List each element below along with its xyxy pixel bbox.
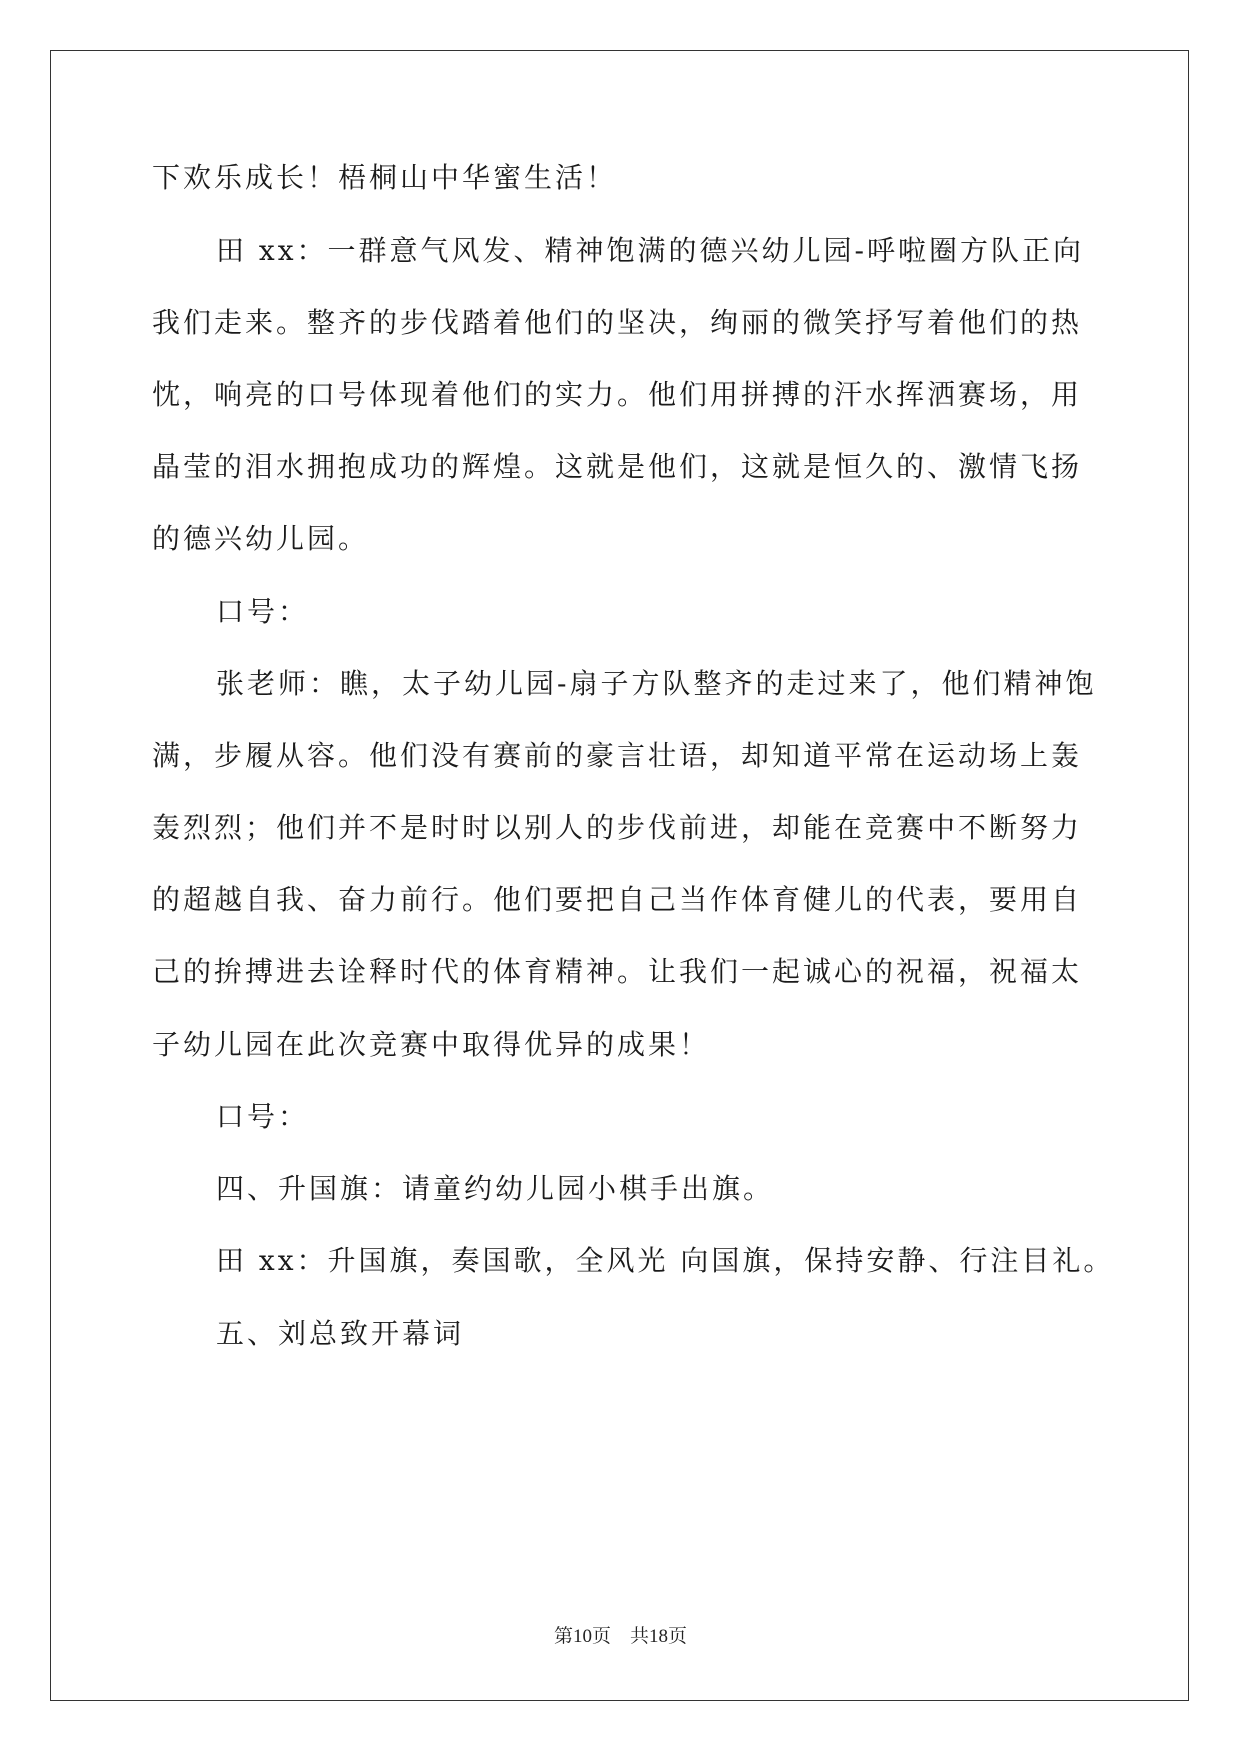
text-line-11: 的超越自我、奋力前行。他们要把自己当作体育健儿的代表，要用自 xyxy=(152,883,1083,916)
text-line-1: 下欢乐成长！梧桐山中华蜜生活！ xyxy=(152,161,618,194)
text-line-3: 我们走来。整齐的步伐踏着他们的坚决，绚丽的微笑抒写着他们的热 xyxy=(152,306,1083,339)
text-line-4: 忱，响亮的口号体现着他们的实力。他们用拼搏的汗水挥洒赛场，用 xyxy=(152,378,1083,411)
text-line-16: 田 xx：升国旗，奏国歌，全风光 向国旗，保持安静、行注目礼。 xyxy=(216,1244,1115,1277)
page-footer xyxy=(0,1625,1241,1649)
text-line-10: 轰烈烈；他们并不是时时以别人的步伐前进，却能在竞赛中不断努力 xyxy=(152,811,1083,844)
text-line-17: 五、刘总致开幕词 xyxy=(216,1317,465,1350)
text-line-5: 晶莹的泪水拥抱成功的辉煌。这就是他们，这就是恒久的、激情飞扬 xyxy=(152,450,1083,483)
text-line-9: 满，步履从容。他们没有赛前的豪言壮语，却知道平常在运动场上轰 xyxy=(152,739,1083,772)
text-line-6: 的德兴幼儿园。 xyxy=(152,522,370,555)
page-number: 第10页 共18页 xyxy=(553,1626,687,1647)
text-line-8: 张老师：瞧，太子幼儿园-扇子方队整齐的走过来了，他们精神饱 xyxy=(216,667,1097,700)
text-line-7: 口号： xyxy=(216,595,310,628)
text-line-12: 己的拚搏进去诠释时代的体育精神。让我们一起诚心的祝福，祝福太 xyxy=(152,955,1083,988)
text-line-2: 田 xx：一群意气风发、精神饱满的德兴幼儿园-呼啦圈方队正向 xyxy=(216,234,1084,267)
page-border xyxy=(50,50,1189,1701)
text-line-13: 子幼儿园在此次竞赛中取得优异的成果！ xyxy=(152,1028,711,1061)
text-line-14: 口号： xyxy=(216,1100,310,1133)
text-line-15: 四、升国旗：请童约幼儿园小棋手出旗。 xyxy=(216,1172,775,1205)
